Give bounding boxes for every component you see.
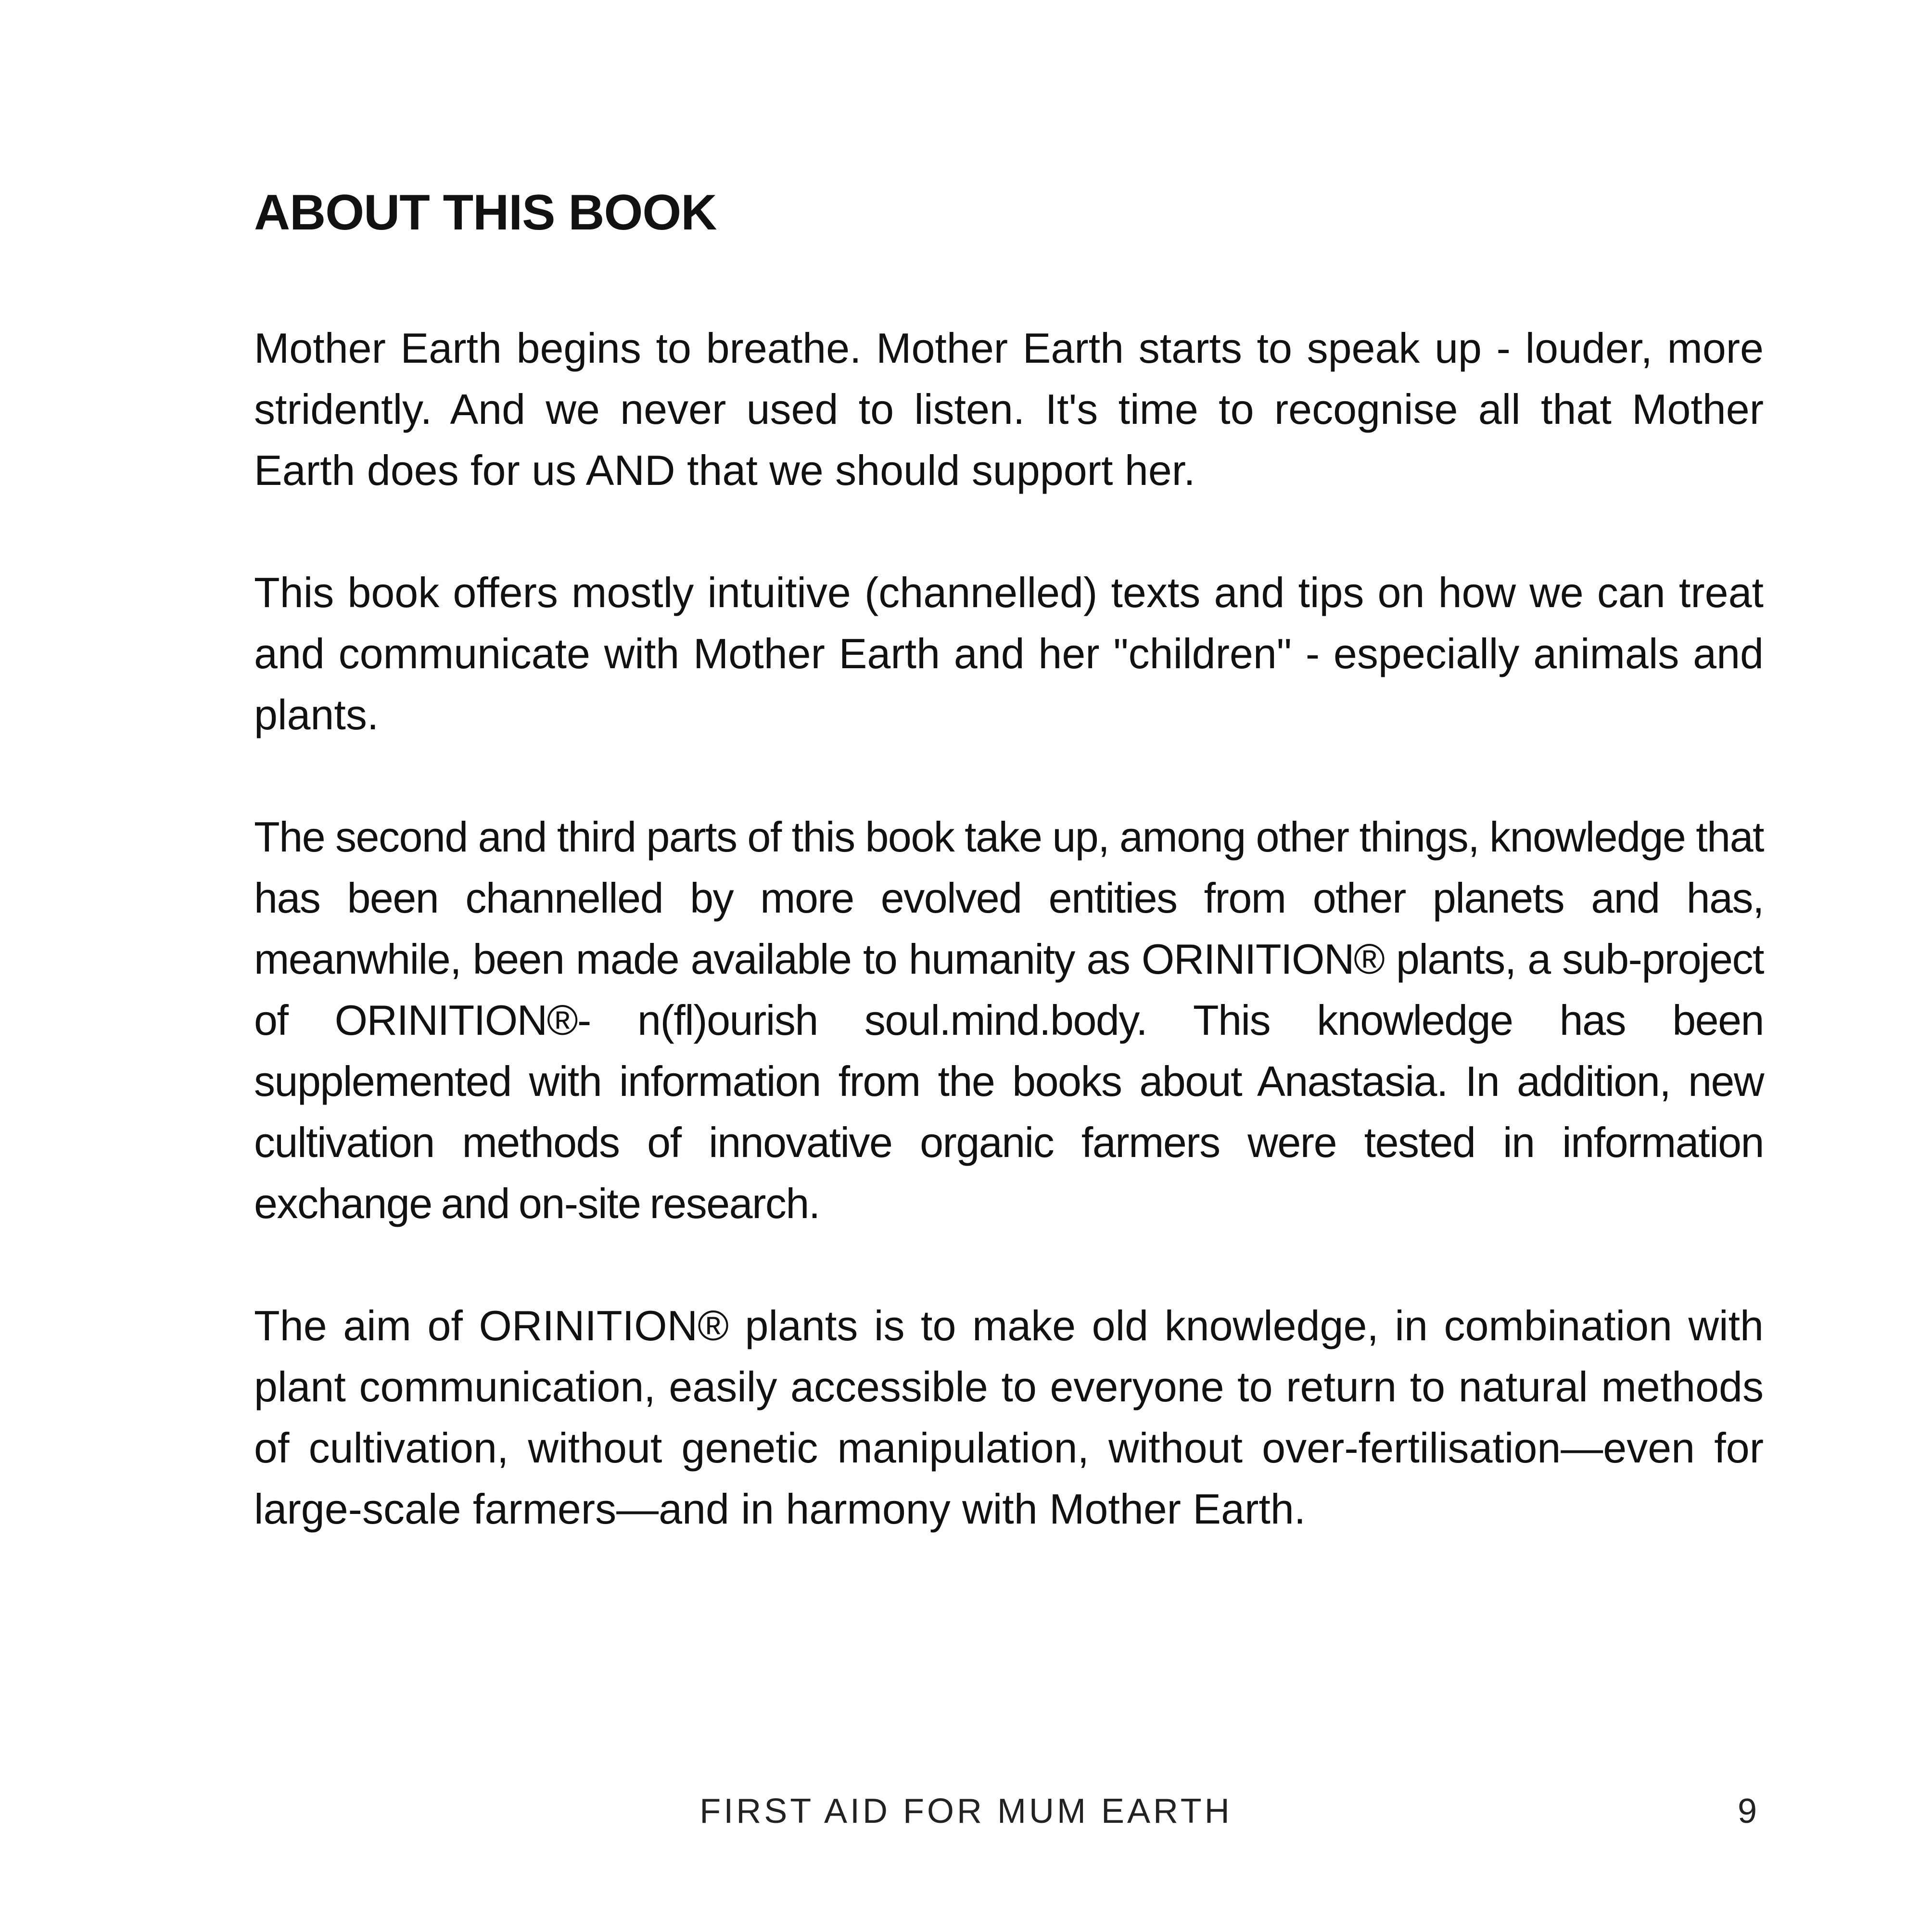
paragraph-second-third-parts: The second and third parts of this book take up, among other things, knowledge that has been channelled by more evolved entities from other planets and has, meanwhile, been made available to humanity as ORINITION® plants, a sub-project of ORINITION®- n(fl)ourish soul.mind.body. This knowledge has been supplemented with information from the books about Anastasia. In addition, new cultivation methods of innovative organic farmers were tested in information exchange and on-site research. [254, 813, 1764, 1227]
paragraph-intro: Mother Earth begins to breathe. Mother Earth starts to speak up - louder, more stridently. And we never used to listen. It's time to recognise all that Mother Earth does for us AND that we should support her. [254, 324, 1764, 494]
running-footer-title: FIRST AID FOR MUM EARTH [699, 1792, 1233, 1830]
page-number: 9 [1737, 1792, 1757, 1830]
page-heading: ABOUT THIS BOOK [254, 185, 717, 241]
paragraph-book-offers: This book offers mostly intuitive (channelled) texts and tips on how we can treat and communicate with Mother Earth and her "children" - especially animals and plants. [254, 568, 1764, 738]
page-content [254, 183, 1764, 1539]
paragraph-aim: The aim of ORINITION® plants is to make old knowledge, in combination with plant communication, easily accessible to everyone to return to natural methods of cultivation, without genetic manipulation, without over-fertilisation—even for large-scale farmers—and in harmony with Mother Earth. [254, 1301, 1764, 1533]
